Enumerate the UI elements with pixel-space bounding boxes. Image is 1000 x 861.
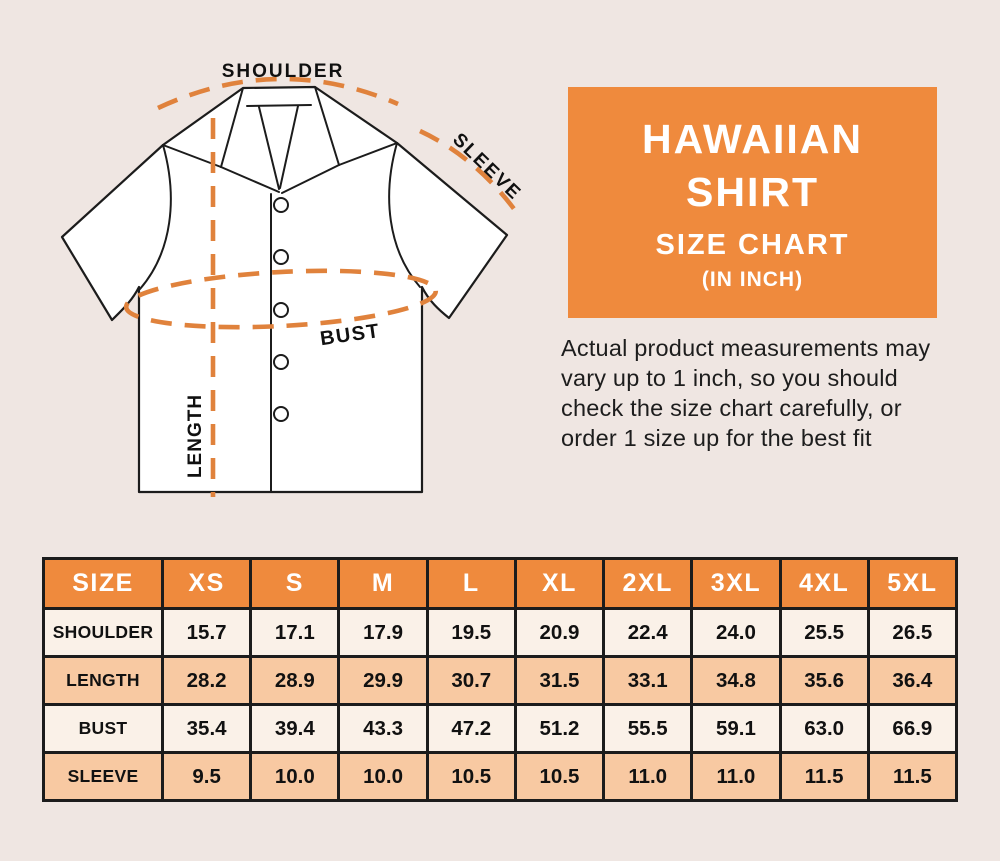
size-table-body (44, 609, 957, 801)
size-value-cell: 26.5 (868, 609, 956, 657)
button-icon (274, 303, 288, 317)
shirt-outline-shape (62, 87, 507, 492)
size-value-cell: 10.5 (427, 753, 515, 801)
measurement-note: Actual product measurements may vary up to 1 inch, so you should check the size chart carefully, or order 1 size up for the best fit (561, 335, 931, 451)
size-value-cell: 10.0 (339, 753, 427, 801)
size-value-cell: 29.9 (339, 657, 427, 705)
size-value-cell: 19.5 (427, 609, 515, 657)
size-value-cell: 66.9 (868, 705, 956, 753)
shirt-measurement-diagram (0, 0, 560, 550)
size-column-header: XS (163, 559, 251, 609)
size-value-cell: 10.5 (515, 753, 603, 801)
bust-label: BUST (318, 319, 382, 351)
size-column-header: 5XL (868, 559, 956, 609)
size-value-cell: 24.0 (692, 609, 780, 657)
table-row (44, 657, 957, 705)
size-value-cell: 25.5 (780, 609, 868, 657)
title-line-2: SHIRT (686, 168, 819, 215)
size-column-header: 3XL (692, 559, 780, 609)
sleeve-label: SLEEVE (448, 129, 526, 205)
size-value-cell: 35.4 (163, 705, 251, 753)
length-label: LENGTH (185, 393, 206, 479)
size-value-cell: 33.1 (604, 657, 692, 705)
shoulder-label: SHOULDER (221, 61, 345, 82)
title-unit-note: (IN INCH) (701, 267, 804, 291)
title-line-1: HAWAIIAN (642, 115, 863, 162)
button-icon (274, 250, 288, 264)
size-value-cell: 10.0 (251, 753, 339, 801)
table-row (44, 705, 957, 753)
size-value-cell: 43.3 (339, 705, 427, 753)
size-value-cell: 11.0 (604, 753, 692, 801)
size-value-cell: 11.5 (780, 753, 868, 801)
size-column-header: M (339, 559, 427, 609)
size-value-cell: 17.1 (251, 609, 339, 657)
title-box (568, 87, 937, 318)
size-value-cell: 28.9 (251, 657, 339, 705)
size-value-cell: 36.4 (868, 657, 956, 705)
size-column-header: 2XL (604, 559, 692, 609)
table-row (44, 609, 957, 657)
size-column-header: 4XL (780, 559, 868, 609)
row-label: SLEEVE (44, 753, 163, 801)
table-row (44, 753, 957, 801)
size-table (42, 557, 958, 802)
size-value-cell: 20.9 (515, 609, 603, 657)
button-icon (274, 355, 288, 369)
row-label: LENGTH (44, 657, 163, 705)
size-value-cell: 59.1 (692, 705, 780, 753)
size-column-header: S (251, 559, 339, 609)
size-table-header-row (44, 559, 957, 609)
size-value-cell: 63.0 (780, 705, 868, 753)
size-value-cell: 9.5 (163, 753, 251, 801)
row-label: SHOULDER (44, 609, 163, 657)
size-corner-header: SIZE (44, 559, 163, 609)
size-column-header: L (427, 559, 515, 609)
size-value-cell: 11.0 (692, 753, 780, 801)
size-value-cell: 55.5 (604, 705, 692, 753)
size-value-cell: 47.2 (427, 705, 515, 753)
size-value-cell: 35.6 (780, 657, 868, 705)
button-icon (274, 198, 288, 212)
size-value-cell: 15.7 (163, 609, 251, 657)
size-value-cell: 28.2 (163, 657, 251, 705)
button-icon (274, 407, 288, 421)
size-value-cell: 34.8 (692, 657, 780, 705)
size-value-cell: 39.4 (251, 705, 339, 753)
size-value-cell: 51.2 (515, 705, 603, 753)
row-label: BUST (44, 705, 163, 753)
size-column-header: XL (515, 559, 603, 609)
size-value-cell: 11.5 (868, 753, 956, 801)
size-value-cell: 31.5 (515, 657, 603, 705)
size-value-cell: 17.9 (339, 609, 427, 657)
size-value-cell: 30.7 (427, 657, 515, 705)
collar-band-seam (247, 105, 311, 106)
size-value-cell: 22.4 (604, 609, 692, 657)
title-subtitle: SIZE CHART (655, 228, 850, 261)
